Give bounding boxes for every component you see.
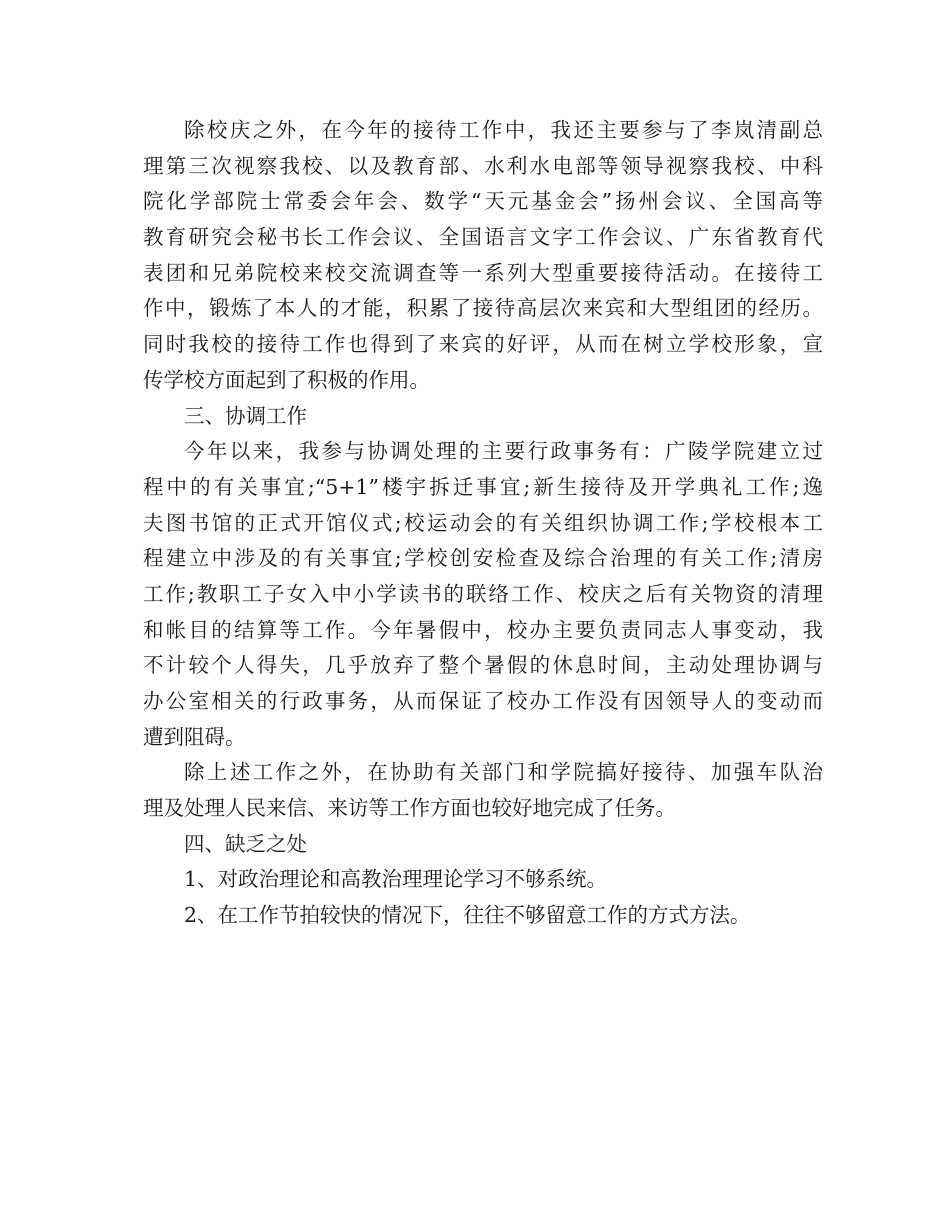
text-line: 和帐目的结算等工作。今年暑假中，校办主要负责同志人事变动，我 bbox=[143, 617, 823, 642]
section-heading: 三、协调工作 bbox=[184, 403, 307, 428]
document-body bbox=[143, 113, 823, 934]
text-line: 理及处理人民来信、来访等工作方面也较好地完成了任务。 bbox=[143, 796, 676, 821]
text-line: 程中的有关事宜;“5+1”楼宇拆迁事宜;新生接待及开学典礼工作;逸 bbox=[143, 474, 823, 499]
text-line: 教育研究会秘书长工作会议、全国语言文字工作会议、广东省教育代 bbox=[143, 225, 823, 250]
text-line: 除上述工作之外，在协助有关部门和学院搞好接待、加强车队治 bbox=[184, 760, 823, 785]
text-line: 理第三次视察我校、以及教育部、水利水电部等领导视察我校、中科 bbox=[143, 153, 823, 178]
text-line: 除校庆之外，在今年的接待工作中，我还主要参与了李岚清副总 bbox=[184, 118, 823, 142]
text-line: 今年以来，我参与协调处理的主要行政事务有：广陵学院建立过 bbox=[184, 439, 823, 464]
text-line: 作中，锻炼了本人的才能，积累了接待高层次来宾和大型组团的经历。 bbox=[143, 296, 823, 321]
text-line: 表团和兄弟院校来校交流调查等一系列大型重要接待活动。在接待工 bbox=[143, 260, 823, 285]
text-line: 院化学部院士常委会年会、数学“天元基金会”扬州会议、全国高等 bbox=[143, 189, 823, 214]
text-line: 程建立中涉及的有关事宜;学校创安检查及综合治理的有关工作;清房 bbox=[143, 546, 823, 571]
text-line: 同时我校的接待工作也得到了来宾的好评，从而在树立学校形象，宣 bbox=[143, 332, 823, 357]
list-item: 1、对政治理论和高教治理理论学习不够系统。 bbox=[184, 867, 608, 892]
text-line: 传学校方面起到了积极的作用。 bbox=[143, 367, 430, 392]
list-item: 2、在工作节拍较快的情况下，往往不够留意工作的方式方法。 bbox=[184, 903, 751, 928]
text-line: 不计较个人得失，几乎放弃了整个暑假的休息时间，主动处理协调与 bbox=[143, 653, 823, 678]
section-heading: 四、缺乏之处 bbox=[184, 831, 307, 856]
text-line: 办公室相关的行政事务，从而保证了校办工作没有因领导人的变动而 bbox=[143, 689, 823, 713]
text-line: 夫图书馆的正式开馆仪式;校运动会的有关组织协调工作;学校根本工 bbox=[143, 510, 823, 535]
text-line: 遭到阻碍。 bbox=[143, 724, 246, 749]
text-line: 工作;教职工子女入中小学读书的联络工作、校庆之后有关物资的清理 bbox=[143, 581, 823, 606]
